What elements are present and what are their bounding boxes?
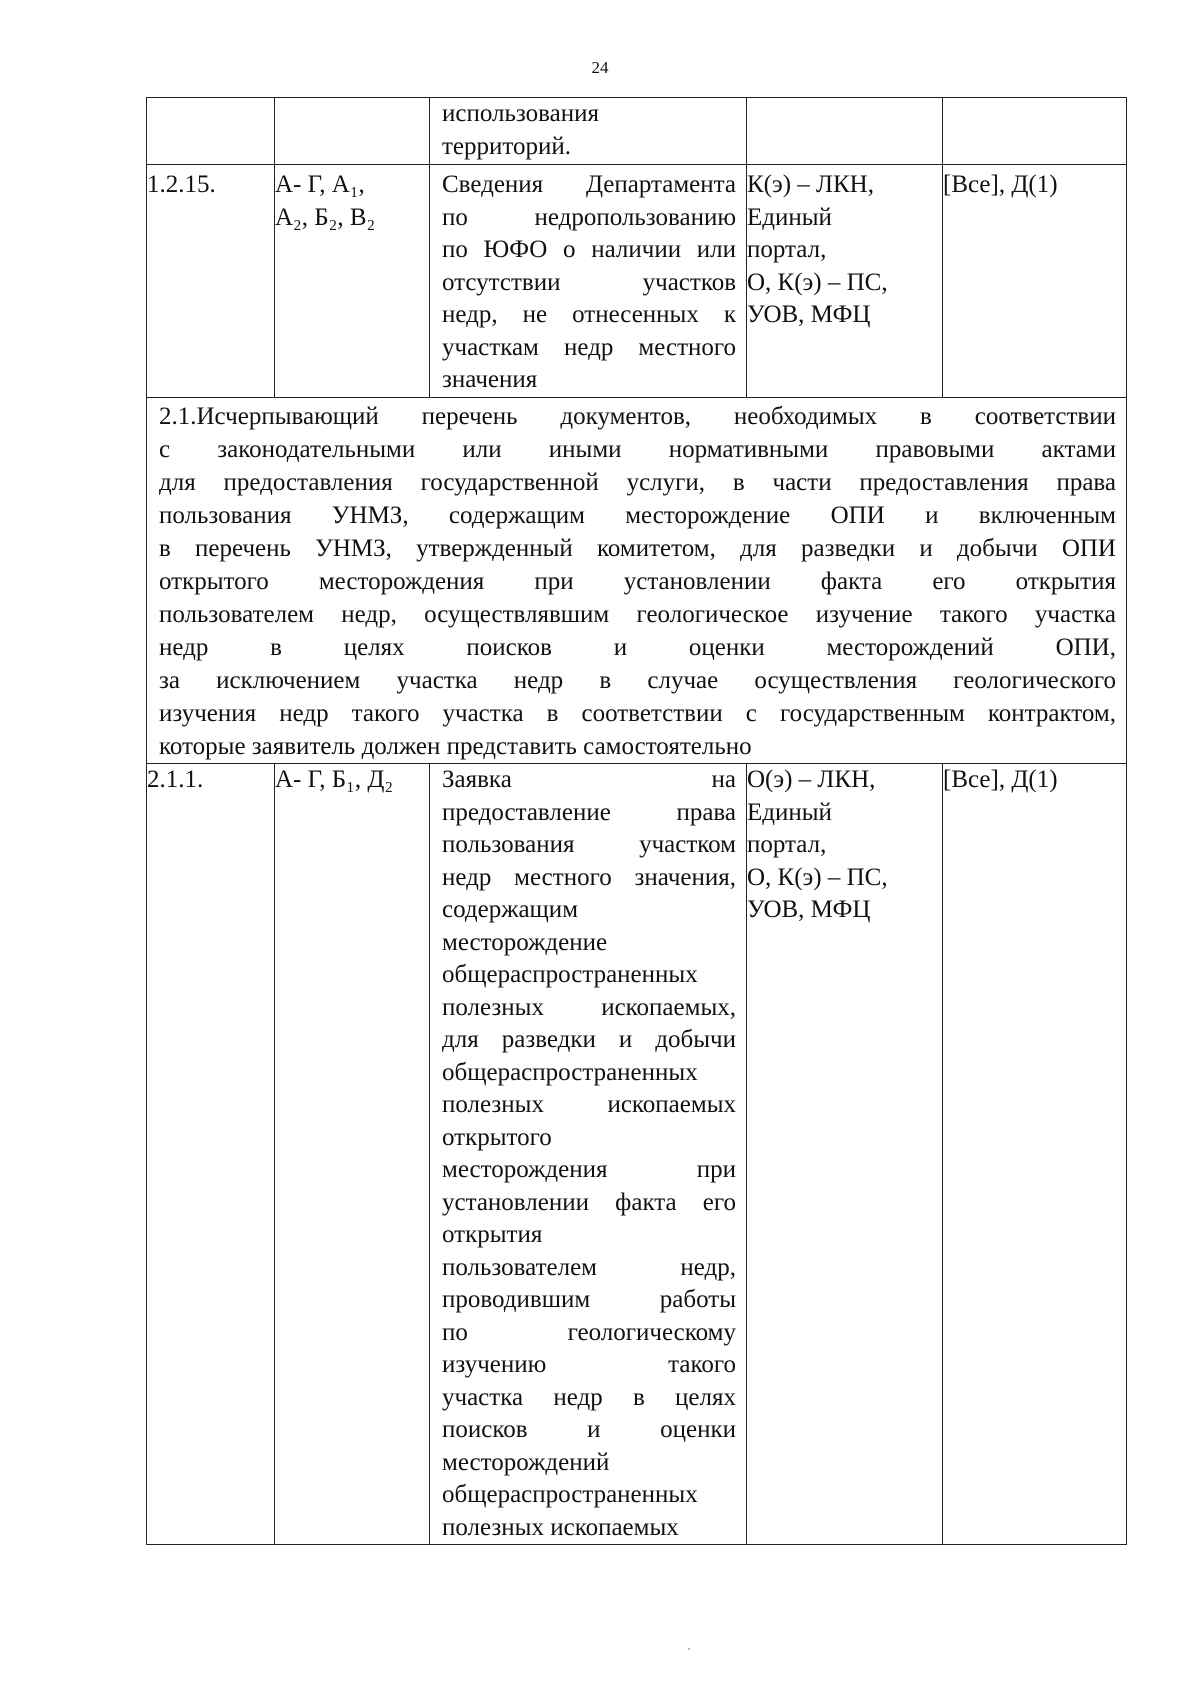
cell-name	[430, 764, 747, 1545]
name-line: по геологическому	[442, 1318, 736, 1346]
name-line: использования	[442, 100, 599, 127]
table-row-1-2-15	[147, 165, 1127, 398]
name-line: недр, не отнесенных к	[442, 301, 736, 328]
name-line: недр местного значения,	[442, 863, 736, 891]
codes-line: А- Г, А₁,	[275, 171, 365, 198]
section-line: пользования УНМЗ, содержащим месторождение ОПИ и включенным	[159, 502, 1116, 529]
cell-codes	[275, 165, 430, 398]
section-line: с законодательными или иными нормативными правовыми актами	[159, 436, 1116, 463]
name-line: участка недр в целях	[442, 1383, 736, 1411]
section-line: в перечень УНМЗ, утвержденный комитетом, для разведки и добычи ОПИ	[159, 535, 1116, 562]
cell-num	[147, 98, 275, 165]
applicants-text: [Все], Д(1)	[943, 171, 1058, 198]
name-line: проводившим работы	[442, 1286, 736, 1313]
cell-num	[147, 764, 275, 1545]
channel-line: К(э) – ЛКН,	[747, 171, 874, 198]
section-heading-cell	[147, 398, 1127, 764]
cell-applicants	[943, 764, 1127, 1545]
cell-applicants	[943, 98, 1127, 165]
name-line: месторождения при	[442, 1156, 736, 1183]
name-line: отсутствии участков	[442, 268, 736, 296]
name-line: общераспространенных	[442, 1481, 698, 1508]
channel-line: О(э) – ЛКН,	[747, 766, 876, 793]
name-line: месторождение	[442, 928, 608, 956]
name-line: пользователем недр,	[442, 1253, 736, 1281]
section-line: которые заявитель должен представить самостоятельно	[159, 733, 752, 760]
name-line: пользования участком	[442, 831, 736, 858]
channel-line: О, К(э) – ПС,	[747, 863, 888, 891]
name-line: предоставление права	[442, 798, 736, 826]
section-line: недр в целях поисков и оценки месторождений ОПИ,	[159, 634, 1116, 661]
channel-line: Единый	[747, 798, 832, 826]
name-line: полезных ископаемых	[442, 1513, 679, 1541]
cell-codes	[275, 764, 430, 1545]
section-line: 2.1.Исчерпывающий перечень документов, необходимых в соответствии	[159, 403, 1116, 430]
name-line: открытия	[442, 1221, 543, 1248]
cell-codes	[275, 98, 430, 165]
name-line: участкам недр местного	[442, 333, 736, 361]
table-row-section-2-1	[147, 398, 1127, 764]
name-line: месторождений	[442, 1448, 610, 1476]
section-line: изучения недр такого участка в соответствии с государственным контрактом,	[159, 700, 1116, 727]
name-line: открытого	[442, 1123, 552, 1151]
codes-line: А- Г, Б₁, Д₂	[275, 766, 394, 793]
section-line: пользователем недр, осуществлявшим геологическое изучение такого участка	[159, 601, 1116, 628]
name-line: общераспространенных	[442, 961, 698, 988]
cell-name	[430, 98, 747, 165]
name-line: по недропользованию	[442, 203, 736, 231]
name-line: общераспространенных	[442, 1058, 698, 1086]
name-line: Сведения Департамента	[442, 171, 736, 198]
cell-channels	[747, 165, 943, 398]
cell-applicants	[943, 165, 1127, 398]
codes-line: А₂, Б₂, В₂	[275, 203, 376, 231]
channel-line: О, К(э) – ПС,	[747, 268, 888, 296]
table-row-2-1-1	[147, 764, 1127, 1545]
cell-name	[430, 165, 747, 398]
name-line: по ЮФО о наличии или	[442, 236, 736, 263]
row-number: 1.2.15.	[147, 171, 216, 198]
section-line: открытого месторождения при установлении факта его открытия	[159, 568, 1116, 595]
cell-num	[147, 165, 275, 398]
name-line: полезных ископаемых,	[442, 993, 736, 1021]
cell-channels	[747, 98, 943, 165]
channel-line: Единый	[747, 203, 832, 231]
name-line: территорий.	[442, 132, 572, 160]
name-line: для разведки и добычи	[442, 1026, 736, 1053]
channel-line: портал,	[747, 831, 827, 858]
table-row-continuation	[147, 98, 1127, 165]
name-line: установлении факта его	[442, 1188, 736, 1216]
section-line: за исключением участка недр в случае осуществления геологического	[159, 667, 1116, 694]
name-line: значения	[442, 366, 538, 393]
name-line: Заявка на	[442, 766, 736, 793]
section-line: для предоставления государственной услуги, в части предоставления права	[159, 469, 1116, 496]
name-line: полезных ископаемых	[442, 1091, 736, 1118]
channel-line: УОВ, МФЦ	[747, 301, 871, 328]
name-line: содержащим	[442, 896, 579, 923]
applicants-text: [Все], Д(1)	[943, 766, 1058, 793]
name-line: поисков и оценки	[442, 1416, 736, 1443]
page-number: 24	[591, 58, 609, 77]
scan-speck	[688, 1648, 690, 1650]
name-line: изучению такого	[442, 1351, 736, 1378]
channel-line: портал,	[747, 236, 827, 263]
row-number: 2.1.1.	[147, 766, 204, 793]
channel-line: УОВ, МФЦ	[747, 896, 871, 923]
services-documents-table	[146, 97, 1127, 1545]
cell-channels	[747, 764, 943, 1545]
